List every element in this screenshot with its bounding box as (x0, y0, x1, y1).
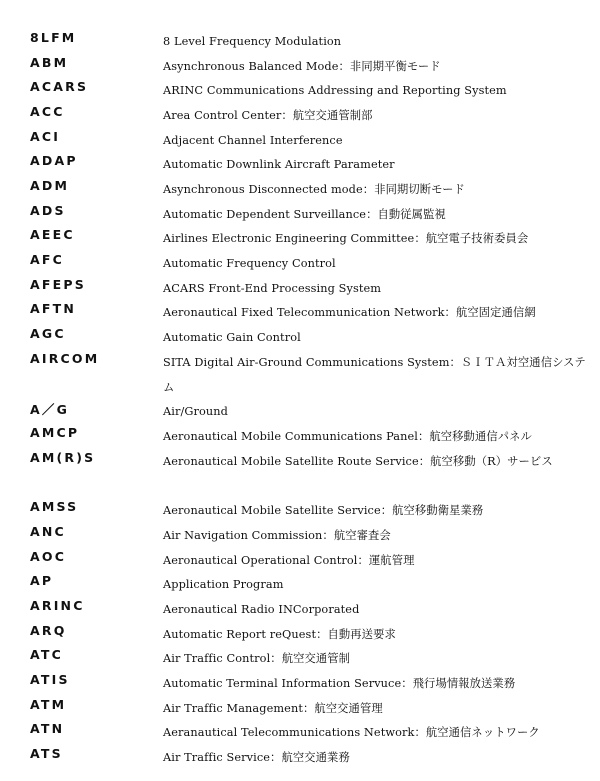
abbreviation: AOC (30, 549, 67, 564)
definition: Aeronautical Radio INCorporated (163, 603, 360, 616)
definition: Automatic Gain Control (163, 331, 301, 344)
glossary-entry (0, 423, 600, 447)
glossary-entry (0, 250, 600, 274)
glossary-entry (0, 176, 600, 200)
definition: Adjacent Channel Interference (163, 134, 343, 147)
definition: ACARS Front-End Processing System (163, 282, 382, 295)
abbreviation: AMSS (30, 499, 79, 514)
abbreviation: AFEPS (30, 277, 86, 292)
definition: Aeronautical Fixed Telecommunication Network：航空固定通信網 (163, 306, 536, 319)
glossary-entry (0, 225, 600, 249)
abbreviation: 8LFM (30, 30, 77, 45)
definition: SITA Digital Air-Ground Communications System：ＳＩＴＡ対空通信システム (163, 356, 586, 394)
glossary-entry (0, 151, 600, 175)
glossary-entry (0, 201, 600, 225)
glossary-entry (0, 744, 600, 768)
definition: Aeranautical Telecommunications Network：航空通信ネットワーク (163, 726, 540, 739)
abbreviation: AGC (30, 326, 66, 341)
abbreviation: ARQ (30, 623, 67, 638)
abbreviation: ATN (30, 721, 65, 736)
abbreviation: ATM (30, 697, 67, 712)
abbreviation: ADM (30, 178, 70, 193)
glossary-entry (0, 497, 600, 521)
glossary-entry (0, 398, 600, 422)
definition: Automatic Dependent Surveillance：自動従属監視 (163, 208, 446, 221)
glossary-entry (0, 102, 600, 126)
definition: Air Navigation Commission：航空審査会 (163, 529, 391, 542)
definition: Application Program (163, 578, 284, 591)
glossary-entry (0, 275, 600, 299)
abbreviation: AFC (30, 252, 64, 267)
definition: Automatic Report reQuest：自動再送要求 (163, 628, 396, 641)
definition: Air Traffic Management：航空交通管理 (163, 702, 383, 715)
definition: Automatic Terminal Information Servuce：飛行場情報放送業務 (163, 677, 516, 690)
glossary-entry (0, 299, 600, 323)
abbreviation: AEEC (30, 227, 75, 242)
definition: Automatic Frequency Control (163, 257, 336, 270)
abbreviation: ACI (30, 129, 61, 144)
glossary-entry (0, 53, 600, 77)
definition: 8 Level Frequency Modulation (163, 35, 342, 48)
definition: Automatic Downlink Aircraft Parameter (163, 158, 395, 171)
abbreviation: ATS (30, 746, 63, 761)
abbreviation: ADAP (30, 153, 78, 168)
glossary-entry (0, 127, 600, 151)
abbreviation: AM(R)S (30, 450, 96, 465)
abbreviation: ACC (30, 104, 65, 119)
glossary-entry (0, 621, 600, 645)
abbreviation: AFTN (30, 301, 77, 316)
abbreviation: AIRCOM (30, 351, 100, 366)
definition: Air Traffic Service：航空交通業務 (163, 751, 350, 764)
definition: Asynchronous Balanced Mode：非同期平衡モード (163, 60, 441, 73)
definition: Aeronautical Operational Control：運航管理 (163, 554, 415, 567)
abbreviation: ABM (30, 55, 69, 70)
glossary-entry (0, 28, 600, 52)
definition: Asynchronous Disconnected mode：非同期切断モード (163, 183, 465, 196)
definition: Air/Ground (163, 405, 228, 418)
abbreviation: ARINC (30, 598, 85, 613)
glossary-entry (0, 670, 600, 694)
glossary-entry (0, 695, 600, 719)
abbreviation: ATC (30, 647, 64, 662)
abbreviation: AP (30, 573, 54, 588)
glossary-entry (0, 448, 600, 496)
definition: ARINC Communications Addressing and Reporting System (163, 84, 507, 97)
glossary-entry (0, 349, 600, 397)
definition: Aeronautical Mobile Satellite Route Service：航空移動（R）サービス (163, 455, 553, 468)
abbreviation: ATIS (30, 672, 70, 687)
glossary-entry (0, 719, 600, 743)
glossary-entry (0, 324, 600, 348)
definition: Aeronautical Mobile Communications Panel：航空移動通信パネル (163, 430, 532, 443)
glossary-entry (0, 571, 600, 595)
definition: Area Control Center：航空交通管制部 (163, 109, 373, 122)
glossary-entry (0, 645, 600, 669)
abbreviation: AMCP (30, 425, 80, 440)
glossary-entry (0, 77, 600, 101)
abbreviation: ADS (30, 203, 66, 218)
glossary-entry (0, 522, 600, 546)
abbreviation: A／G (30, 402, 70, 417)
abbreviation: ACARS (30, 79, 89, 94)
definition: Air Traffic Control：航空交通管制 (163, 652, 351, 665)
abbreviation: ANC (30, 524, 66, 539)
definition: Aeronautical Mobile Satellite Service：航空移動衛星業務 (163, 504, 484, 517)
definition: Airlines Electronic Engineering Committee：航空電子技術委員会 (163, 232, 529, 245)
glossary-entry (0, 547, 600, 571)
glossary-entry (0, 596, 600, 620)
